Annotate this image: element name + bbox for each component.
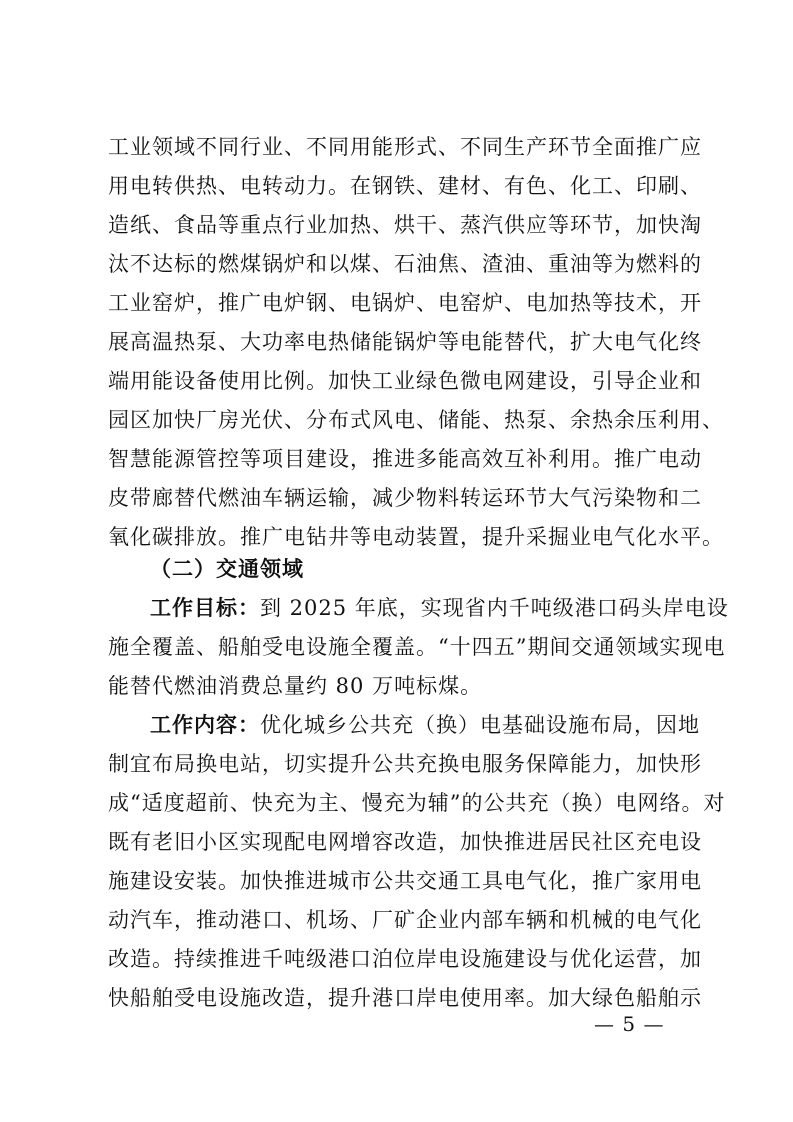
goal-line: 施全覆盖、船舶受电设施全覆盖。“十四五”期间交通领域实现电: [108, 635, 726, 659]
body-line: 汰不达标的燃煤锅炉和以煤、石油焦、渣油、重油等为燃料的: [108, 252, 702, 276]
content-line: 施建设安装。加快推进城市公共交通工具电气化，推广家用电: [108, 869, 702, 893]
body-line: 氧化碳排放。推广电钻井等电动装置，提升采掘业电气化水平。: [108, 525, 724, 549]
body-line: 皮带廊替代燃油车辆运输，减少物料转运环节大气污染物和二: [108, 486, 702, 510]
body-line: 工业窑炉，推广电炉钢、电锅炉、电窑炉、电加热等技术，开: [108, 291, 702, 315]
content-line: 既有老旧小区实现配电网增容改造，加快推进居民社区充电设: [108, 830, 702, 854]
goal-line: 能替代燃油消费总量约 80 万吨标煤。: [108, 674, 483, 698]
body-line: 造纸、食品等重点行业加热、烘干、蒸汽供应等环节，加快淘: [108, 213, 702, 237]
content-label: 工作内容：: [150, 713, 260, 737]
body-line: 工业领域不同行业、不同用能形式、不同生产环节全面推广应: [108, 135, 702, 159]
body-line: 智慧能源管控等项目建设，推进多能高效互补利用。推广电动: [108, 447, 702, 471]
body-line: 展高温热泵、大功率电热储能锅炉等电能替代，扩大电气化终: [108, 330, 702, 354]
content-line: [150, 708, 700, 742]
goal-text: 到 2025 年底，实现省内千吨级港口码头岸电设: [260, 596, 729, 620]
goal-line: [150, 591, 729, 625]
content-line: 制宜布局换电站，切实提升公共充换电服务保障能力，加快形: [108, 752, 702, 776]
body-line: 用电转供热、电转动力。在钢铁、建材、有色、化工、印刷、: [108, 174, 702, 198]
page-number: — 5 —: [594, 1012, 665, 1036]
content-line: 快船舶受电设施改造，提升港口岸电使用率。加大绿色船舶示: [108, 986, 702, 1010]
body-line: 园区加快厂房光伏、分布式风电、储能、热泵、余热余压利用、: [108, 408, 724, 432]
section-heading: （二）交通领域: [150, 557, 304, 581]
content-line: 成“适度超前、快充为主、慢充为辅”的公共充（换）电网络。对: [108, 791, 726, 815]
content-text: 优化城乡公共充（换）电基础设施布局，因地: [260, 713, 700, 737]
body-line: 端用能设备使用比例。加快工业绿色微电网建设，引导企业和: [108, 369, 702, 393]
content-line: 动汽车，推动港口、机场、厂矿企业内部车辆和机械的电气化: [108, 908, 702, 932]
content-line: 改造。持续推进千吨级港口泊位岸电设施建设与优化运营，加: [108, 947, 702, 971]
goal-label: 工作目标：: [150, 596, 260, 620]
